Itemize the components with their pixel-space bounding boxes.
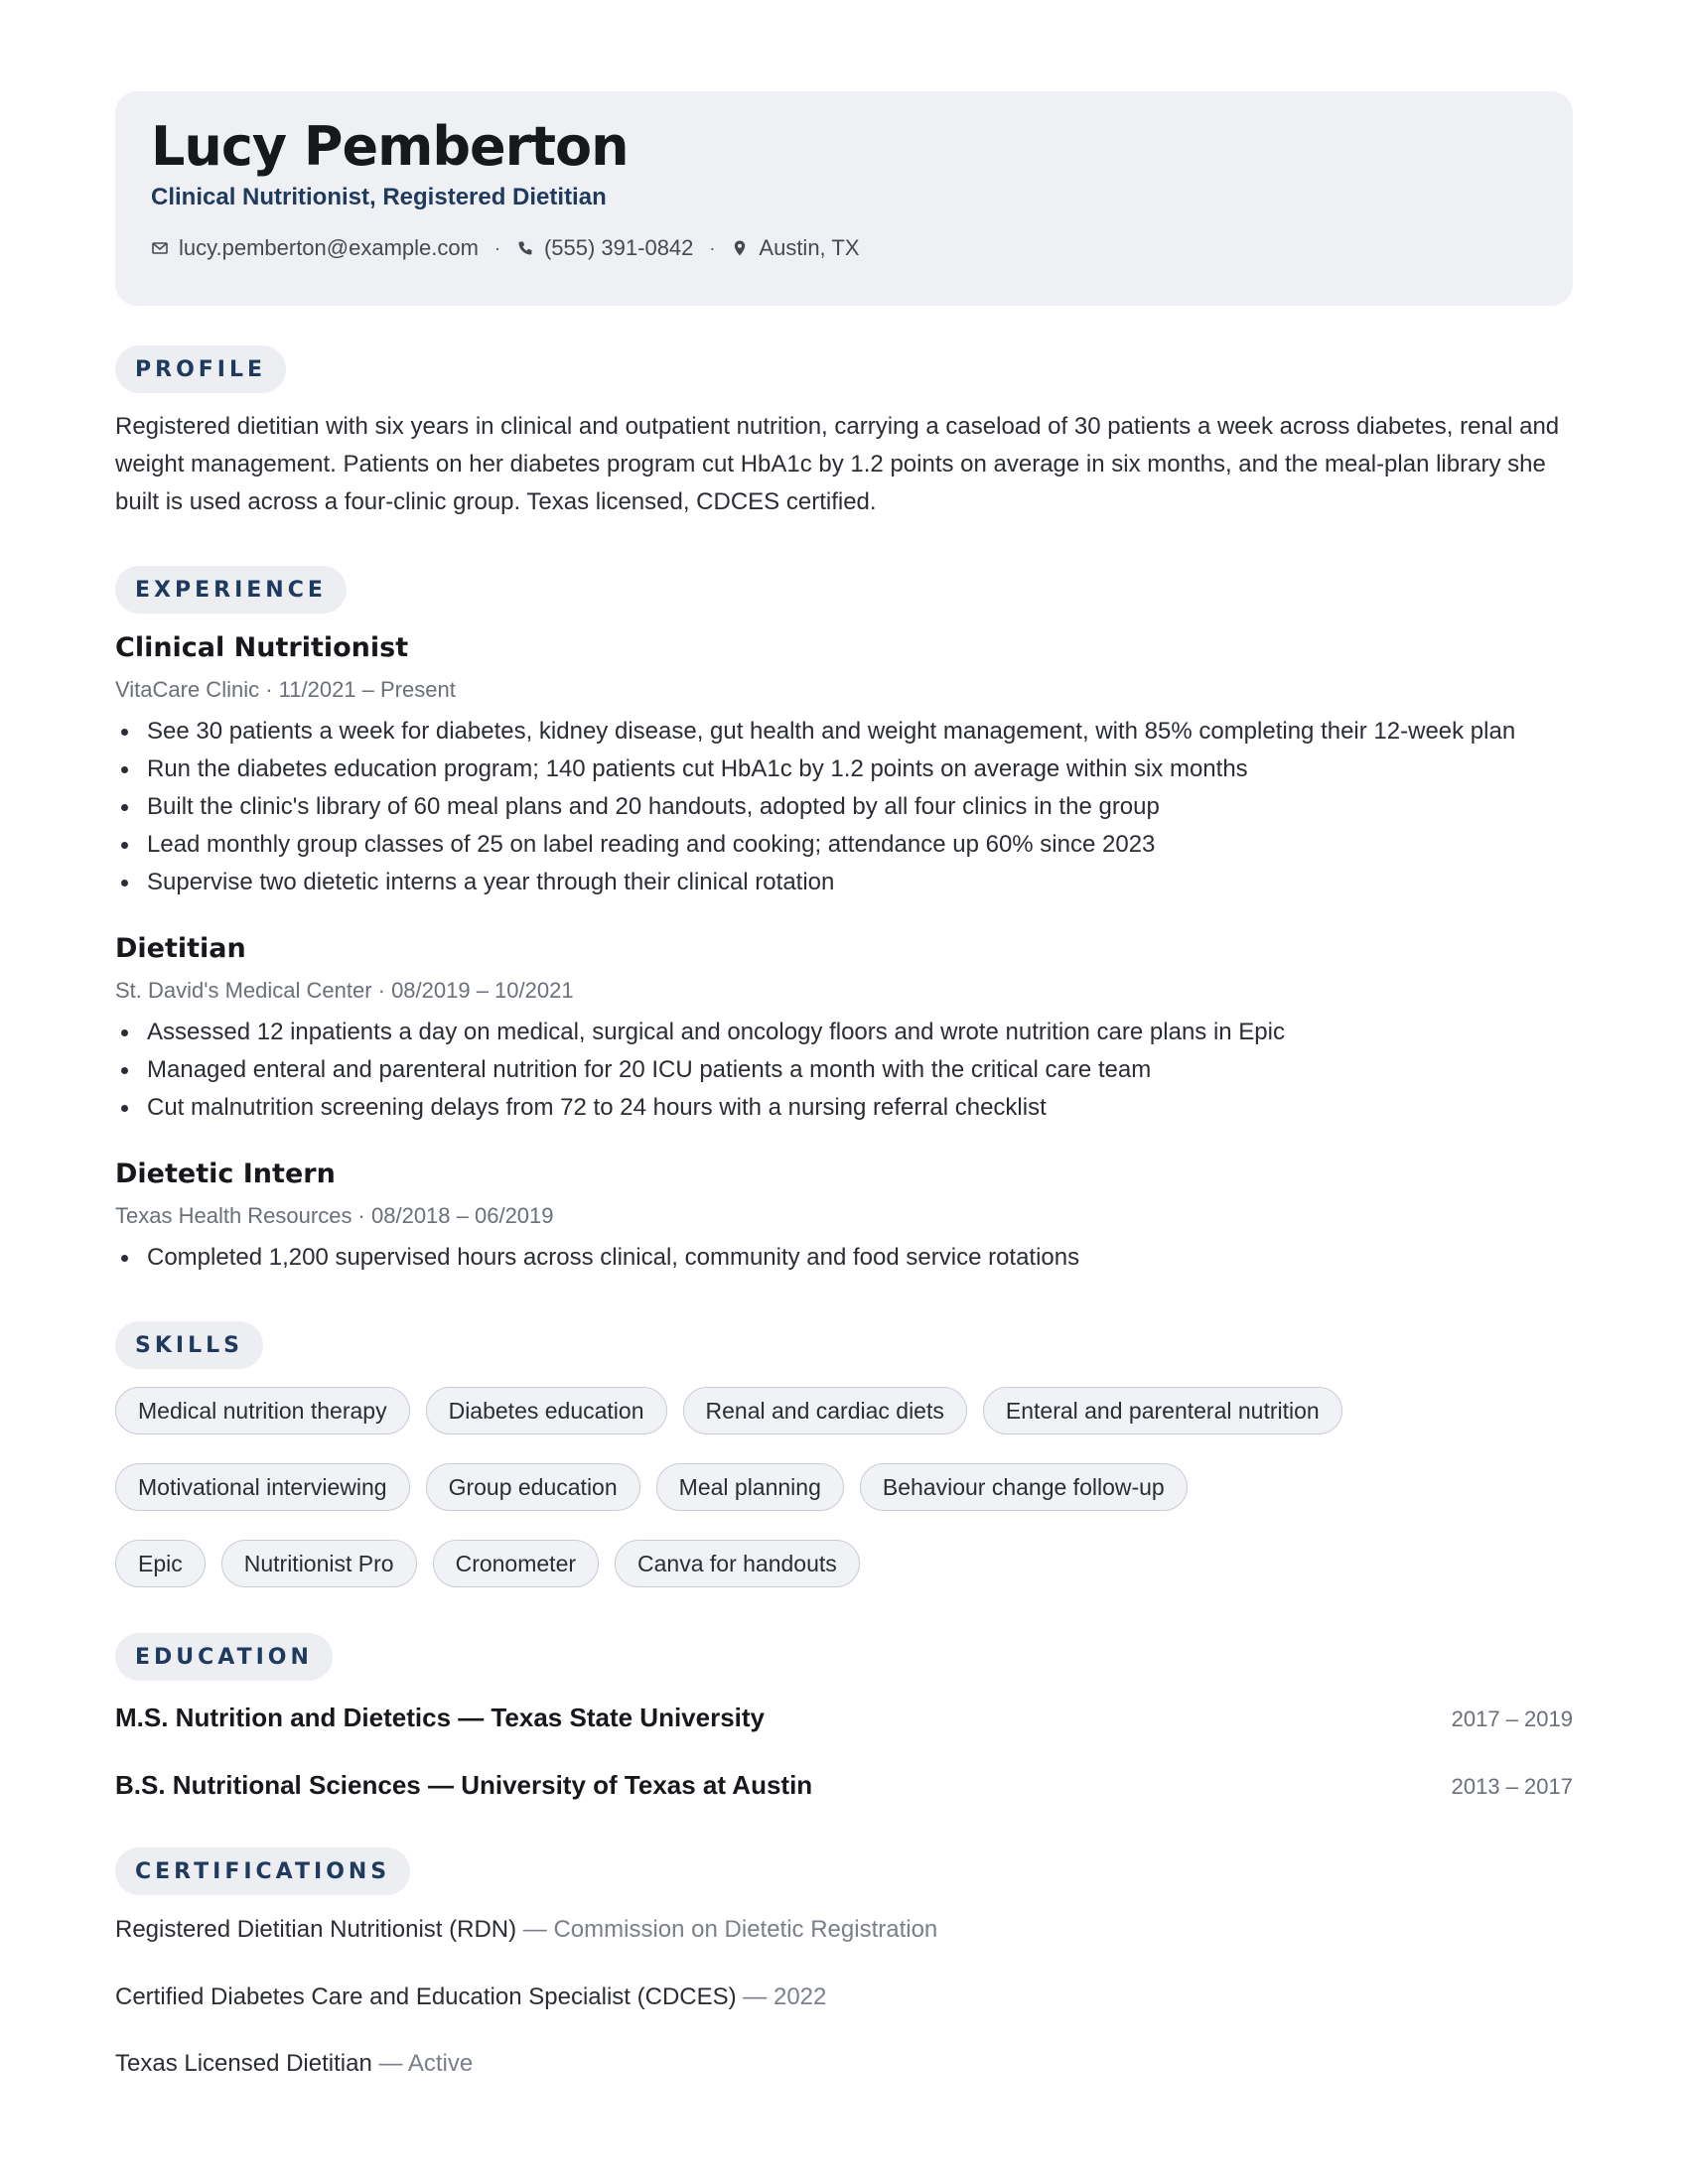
education-entry: [115, 1703, 1573, 1733]
role-title: Clinical Nutritionist: [115, 632, 409, 663]
role-meta: St. David's Medical Center · 08/2019 – 10/2021: [115, 978, 574, 1003]
role-meta: Texas Health Resources · 08/2018 – 06/2019: [115, 1203, 554, 1228]
map-pin-icon: [731, 239, 749, 257]
envelope-icon: [151, 239, 169, 257]
profile-summary: Registered dietitian with six years in clinical and outpatient nutrition, carrying a caseload of 30 patients a week across diabetes, renal and weight management. Patients on her diabetes program cut HbA1c by 1.2 points on average in six months, and the meal-plan library she built is used across a four-clinic group. Texas licensed, CDCES certified.: [115, 413, 1560, 515]
certification-status: Active: [407, 2050, 474, 2077]
role-bullets: [115, 1239, 1573, 1277]
section-profile-heading: PROFILE: [115, 345, 286, 393]
contact-phone[interactable]: [516, 235, 693, 261]
certification-dash: —: [378, 2050, 403, 2077]
skill-chip: Diabetes education: [426, 1387, 667, 1434]
skill-chip: Group education: [426, 1463, 640, 1511]
list-item: Lead monthly group classes of 25 on label reading and cooking; attendance up 60% since 2023: [115, 826, 1573, 864]
certification-name: Certified Diabetes Care and Education Specialist (CDCES): [115, 1983, 737, 2010]
experience-entry: [115, 1158, 1573, 1277]
skills-row: [115, 1387, 1573, 1434]
list-item: Run the diabetes education program; 140 patients cut HbA1c by 1.2 points on average within six months: [115, 751, 1573, 788]
role-title: Dietetic Intern: [115, 1159, 336, 1189]
experience-entry: [115, 932, 1573, 1127]
skill-chip: Epic: [115, 1540, 206, 1587]
contact-separator: ·: [493, 237, 500, 258]
certification-dash: —: [743, 1983, 768, 2010]
contact-location-text: Austin, TX: [759, 235, 860, 261]
skill-chip: Behaviour change follow-up: [860, 1463, 1188, 1511]
certification-year: 2022: [773, 1983, 827, 2010]
skill-chip: Renal and cardiac diets: [683, 1387, 967, 1434]
contact-email-text: lucy.pemberton@example.com: [179, 235, 479, 261]
list-item: Completed 1,200 supervised hours across clinical, community and food service rotations: [115, 1239, 1573, 1277]
list-item: Built the clinic's library of 60 meal plans and 20 handouts, adopted by all four clinics in the group: [115, 788, 1573, 826]
skill-chip: Cronometer: [433, 1540, 599, 1587]
certification-entry: [115, 1916, 1573, 1944]
header-card: [115, 91, 1573, 306]
skill-chip: Medical nutrition therapy: [115, 1387, 410, 1434]
certification-name: Registered Dietitian Nutritionist (RDN): [115, 1916, 517, 1943]
skills-row: [115, 1540, 1573, 1587]
skill-chip: Enteral and parenteral nutrition: [983, 1387, 1342, 1434]
contact-location: [731, 235, 859, 261]
list-item: Supervise two dietetic interns a year through their clinical rotation: [115, 864, 1573, 901]
section-education-heading: EDUCATION: [115, 1633, 333, 1681]
certification-dash: —: [522, 1916, 547, 1943]
role-bullets: [115, 1014, 1573, 1127]
role-title: Dietitian: [115, 933, 246, 964]
education-degree: M.S. Nutrition and Dietetics — Texas State University: [115, 1703, 766, 1732]
role-meta: VitaCare Clinic · 11/2021 – Present: [115, 677, 456, 702]
contact-phone-text: (555) 391-0842: [543, 235, 694, 261]
skill-chip: Nutritionist Pro: [221, 1540, 417, 1587]
contact-email[interactable]: [151, 235, 479, 261]
experience-entry: [115, 631, 1573, 901]
education-years: 2017 – 2019: [1451, 1706, 1573, 1731]
role-bullets: [115, 713, 1573, 901]
list-item: See 30 patients a week for diabetes, kidney disease, gut health and weight management, with 85% completing their 12-week plan: [115, 713, 1573, 751]
contact-separator: ·: [709, 237, 716, 258]
skills-row: [115, 1463, 1573, 1511]
education-degree: B.S. Nutritional Sciences — University of Texas at Austin: [115, 1770, 813, 1800]
candidate-title: Clinical Nutritionist, Registered Dietitian: [151, 184, 607, 211]
list-item: Cut malnutrition screening delays from 72 to 24 hours with a nursing referral checklist: [115, 1089, 1573, 1127]
skill-chip: Motivational interviewing: [115, 1463, 410, 1511]
section-experience-heading: EXPERIENCE: [115, 566, 347, 614]
skill-chip: Meal planning: [656, 1463, 844, 1511]
section-skills-heading: SKILLS: [115, 1321, 263, 1369]
certification-entry: [115, 1983, 1573, 2011]
candidate-name: Lucy Pemberton: [151, 115, 629, 178]
skills-list: [115, 1387, 1573, 1616]
certification-issuer: Commission on Dietetic Registration: [553, 1916, 938, 1943]
education-entry: [115, 1770, 1573, 1801]
skill-chip: Canva for handouts: [615, 1540, 860, 1587]
list-item: Managed enteral and parenteral nutrition for 20 ICU patients a month with the critical care team: [115, 1051, 1573, 1089]
education-years: 2013 – 2017: [1451, 1774, 1573, 1799]
list-item: Assessed 12 inpatients a day on medical, surgical and oncology floors and wrote nutrition care plans in Epic: [115, 1014, 1573, 1051]
certification-name: Texas Licensed Dietitian: [115, 2050, 372, 2077]
section-certifications-heading: CERTIFICATIONS: [115, 1847, 410, 1895]
phone-icon: [516, 239, 534, 257]
certification-entry: [115, 2050, 1573, 2078]
contact-line: [151, 235, 1537, 261]
